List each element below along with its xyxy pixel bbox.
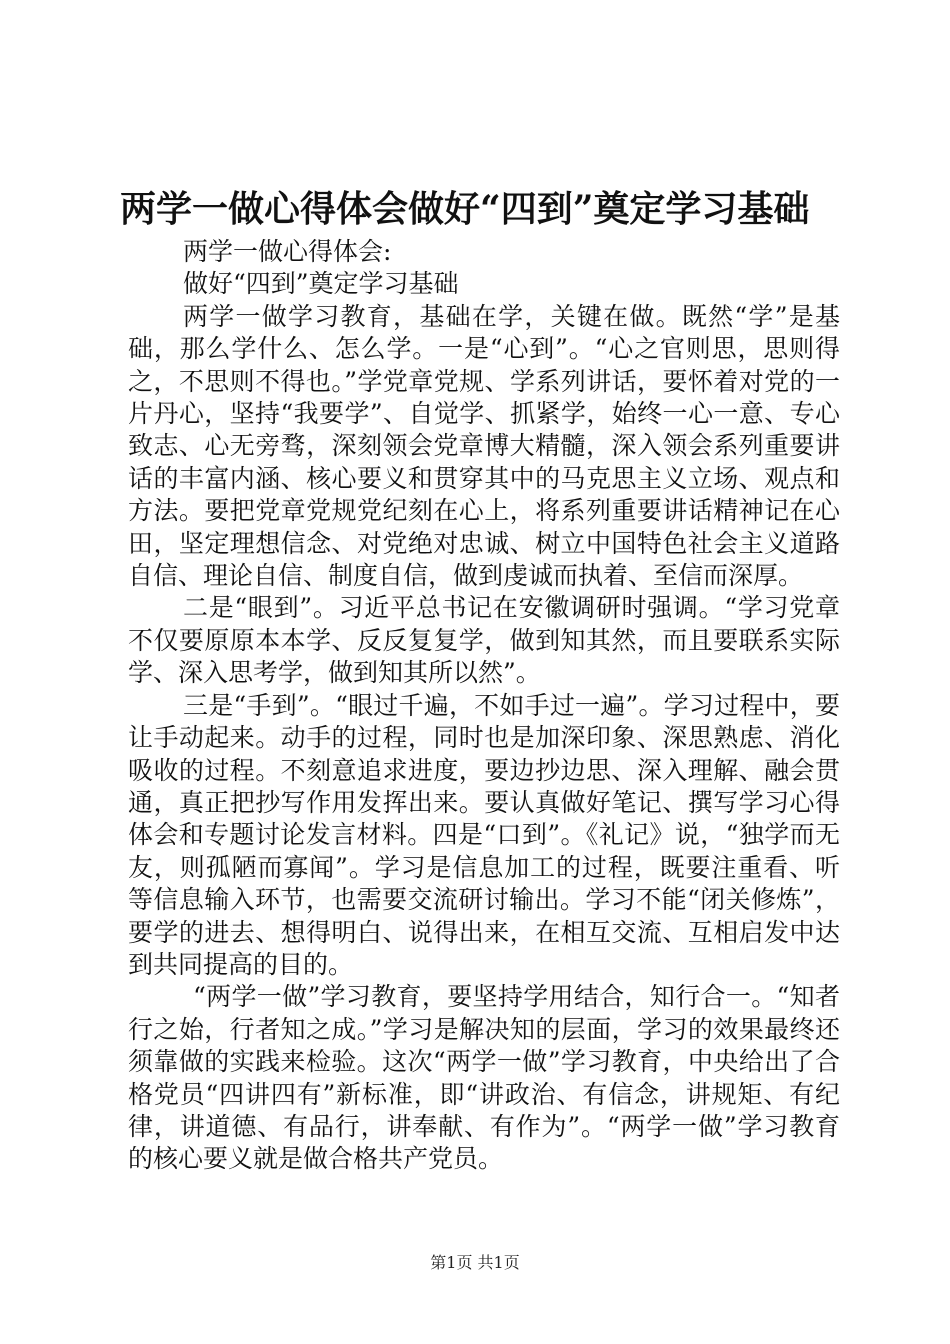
subtitle-line-2: 做好“四到”奠定学习基础 (183, 269, 459, 299)
paragraph-2: 二是“眼到”。习近平总书记在安徽调研时强调。“学习党章不仅要原原本本学、反反复复学，做到知其然，而且要联系实际学、深入思考学，做到知其所以然”。 (128, 593, 840, 688)
paragraph-1: 两学一做学习教育，基础在学，关键在做。既然“学”是基础，那么学什么、怎么学。一是“心到”。“心之官则思，思则得之，不思则不得也。”学党章党规、学系列讲话，要怀着对党的一片丹心，坚持“我要学”、自觉学、抓紧学，始终一心一意、专心致志、心无旁骛，深刻领会党章博大精髓，深入领会系列重要讲话的丰富内涵、核心要义和贯穿其中的马克思主义立场、观点和方法。要把党章党规党纪刻在心上，将系列重要讲话精神记在心田，坚定理想信念、对党绝对忠诚、树立中国特色社会主义道路自信、理论自信、制度自信，做到虔诚而执着、至信而深厚。 (128, 301, 840, 591)
subtitle-line-1: 两学一做心得体会: (183, 237, 392, 266)
page-footer: 第1页 共1页 (430, 1253, 520, 1272)
paragraph-3: 三是“手到”。“眼过千遍，不如手过一遍”。学习过程中，要让手动起来。动手的过程，同时也是加深印象、深思熟虑、消化吸收的过程。不刻意追求进度，要边抄边思、深入理解、融会贯通，真正把抄写作用发挥出来。要认真做好笔记、撰写学习心得体会和专题讨论发言材料。四是“口到”。《礼记》说，“独学而无友，则孤陋而寡闻”。学习是信息加工的过程，既要注重看、听等信息输入环节，也需要交流研讨输出。学习不能“闭关修炼”，要学的进去、想得明白、说得出来，在相互交流、互相启发中达到共同提高的目的。 (128, 690, 840, 979)
paragraph-4: “两学一做”学习教育，要坚持学用结合，知行合一。“知者行之始，行者知之成。”学习是解决知的层面，学习的效果最终还须靠做的实践来检验。这次“两学一做”学习教育，中央给出了合格党员“四讲四有”新标准，即“讲政治、有信念，讲规矩、有纪律，讲道德、有品行，讲奉献、有作为”。“两学一做”学习教育的核心要义就是做合格共产党员。 (128, 982, 840, 1174)
document-body (128, 236, 840, 1176)
document-title: 两学一做心得体会做好“四到”奠定学习基础 (120, 188, 810, 230)
